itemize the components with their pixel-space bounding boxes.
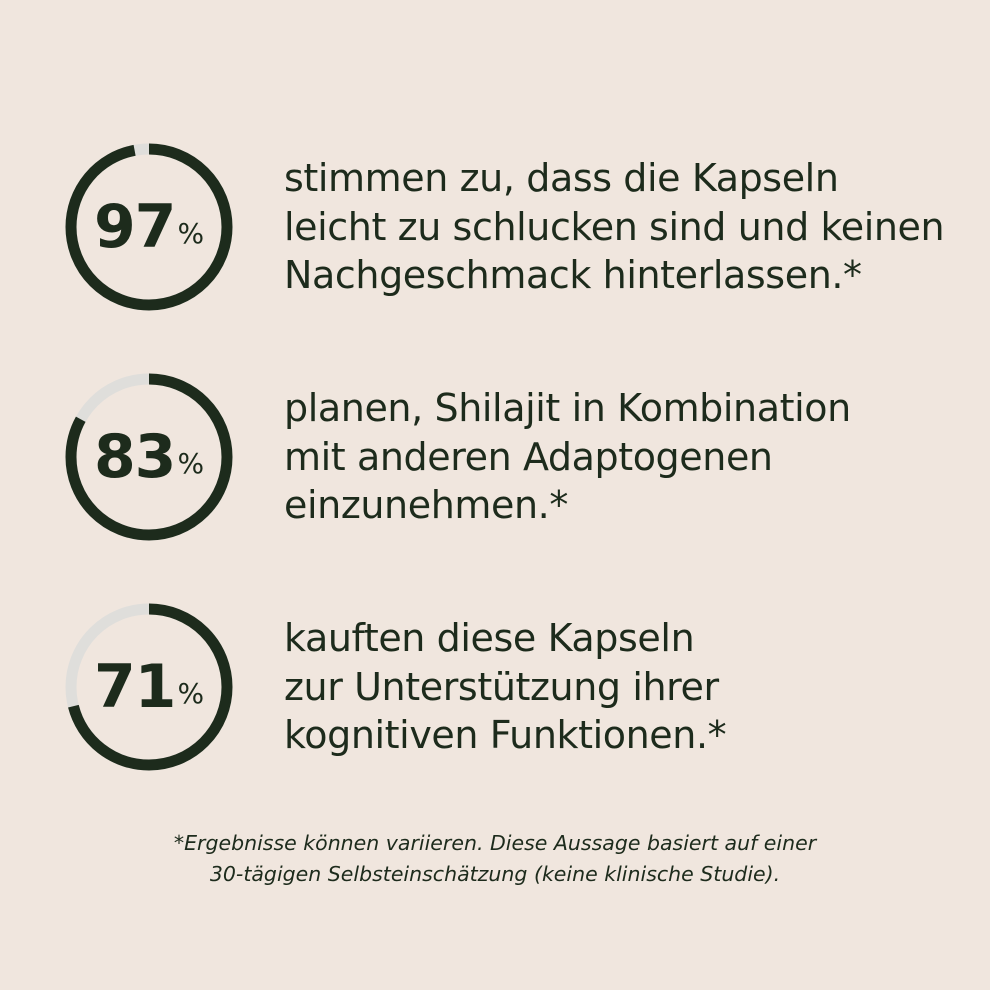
stat-line: zur Unterstützung ihrer	[284, 664, 719, 709]
footnote	[0, 828, 990, 890]
stat-line: kognitiven Funktionen.*	[284, 713, 727, 758]
donut-value: 71	[93, 652, 176, 722]
stat-description	[284, 154, 944, 300]
stat-line: planen, Shilajit in Kombination	[284, 386, 851, 431]
donut-svg	[60, 598, 238, 776]
stat-row	[0, 112, 990, 342]
donut-svg	[60, 368, 238, 546]
stat-line: stimmen zu, dass die Kapseln	[284, 156, 839, 201]
stat-description	[284, 614, 726, 760]
stat-line: einzunehmen.*	[284, 483, 568, 528]
donut-chart-71	[60, 598, 238, 776]
footnote-line-1: *Ergebnisse können variieren. Diese Aussage basiert auf einer	[173, 831, 817, 855]
donut-percent-symbol: %	[177, 447, 205, 480]
stat-line: leicht zu schlucken sind und keinen	[284, 204, 945, 249]
donut-percent-symbol: %	[177, 677, 205, 710]
stat-row	[0, 342, 990, 572]
donut-value: 97	[93, 192, 176, 262]
stat-line: Nachgeschmack hinterlassen.*	[284, 253, 862, 298]
footnote-line-2: 30-tägigen Selbsteinschätzung (keine klinische Studie).	[209, 861, 781, 886]
stat-line: mit anderen Adaptogenen	[284, 434, 773, 479]
stat-list	[0, 112, 990, 802]
stat-row	[0, 572, 990, 802]
donut-svg	[60, 138, 238, 316]
stat-description	[284, 384, 851, 530]
donut-percent-symbol: %	[177, 217, 205, 250]
donut-value: 83	[93, 422, 176, 492]
donut-chart-97	[60, 138, 238, 316]
stat-line: kauften diese Kapseln	[284, 616, 695, 661]
donut-progress	[71, 149, 227, 305]
donut-chart-83	[60, 368, 238, 546]
